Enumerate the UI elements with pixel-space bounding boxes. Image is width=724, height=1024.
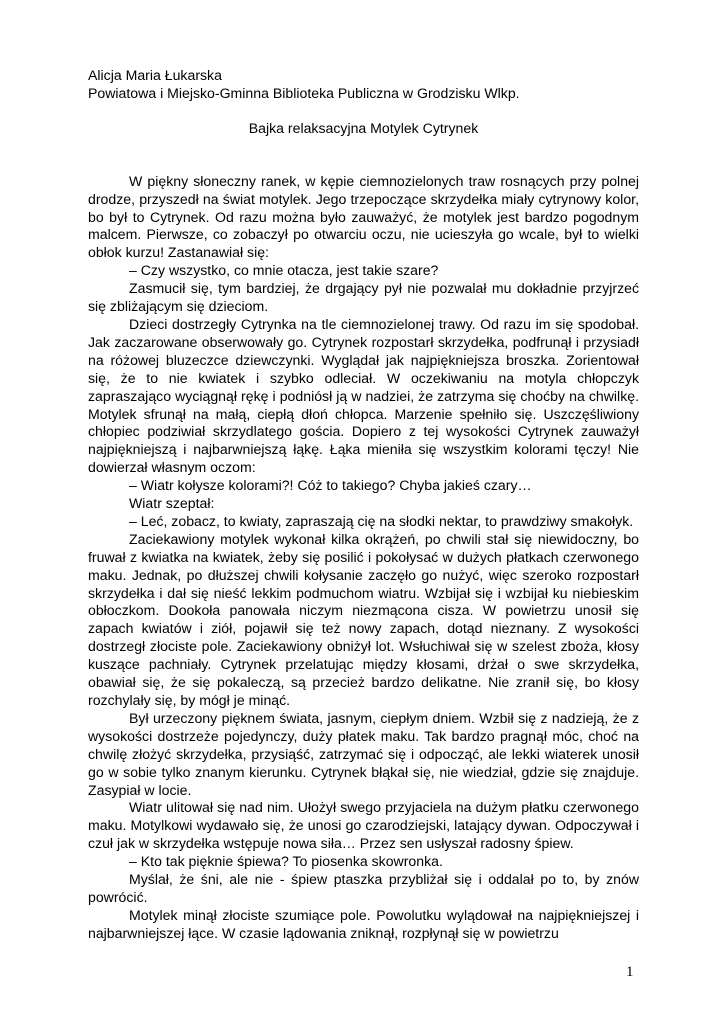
paragraph: Wiatr szeptał: [129, 495, 215, 512]
paragraph: Dzieci dostrzegły Cytrynka na tle ciemnozielonej trawy. Od razu im się spodobał. Jak zaczarowane obserwowały go. Cytrynek rozpostarł skrzydełka, podfrunął i przysiadł na różowej bluzeczce dziewczynki. Wyglądał jak najpiękniejsza broszka. Zorientował się, że to nie kwiatek i szybko odleciał. W oczekiwaniu na motyla chłopczyk zapraszająco wyciągnął rękę i podniósł ją w nadziei, że zatrzyma się choćby na chwilkę. Motylek sfrunął na małą, ciepłą dłoń chłopca. Marzenie spełniło się. Uszczęśliwiony chłopiec podziwiał skrzydlatego gościa. Dopiero z tej wysokości Cytrynek zauważył najpiękniejszą i najbarwniejszą łąkę. Łąka mieniła się wszystkim kolorami tęczy! Nie dowierzał własnym oczom: [88, 315, 639, 476]
paragraph: Motylek minął złociste szumiące pole. Powolutku wylądował na najpiękniejszej i najbarwniejszej łące. W czasie lądowania zniknął, rozpłynął się w powietrzu [88, 906, 639, 941]
story-title: Bajka relaksacyjna Motylek Cytrynek [248, 119, 479, 136]
paragraph: – Wiatr kołysze kolorami?! Cóż to takiego? Chyba jakieś czary… [129, 477, 532, 494]
institution-name: Powiatowa i Miejsko-Gminna Biblioteka Publiczna w Grodzisku Wlkp. [88, 84, 520, 101]
document-page [88, 67, 639, 943]
paragraph: Zaciekawiony motylek wykonał kilka okrążeń, po chwili stał się niewidoczny, bo fruwał z kwiatka na kwiatek, żeby się posilić i pokołysać w dużych płatkach czerwonego maku. Jednak, po dłuższej chwili kołysanie zaczęło go nużyć, więc szeroko rozpostarł skrzydełka i dał się nieść lekkim podmuchom wiatru. Wzbijał się i wzbijał ku niebieskim obłoczkom. Dookoła panowała niczym niezmącona cisza. W powietrzu unosił się zapach kwiatów i ziół, pojawił się też nowy zapach, dotąd nieznany. Z wysokości dostrzegł złociste pole. Zaciekawiony obniżył lot. Wsłuchiwał się w szelest zboża, kłosy kuszące pachniały. Cytrynek przelatując między kłosami, drżał o swe skrzydełka, obawiał się, że się pokaleczą, są przecież bardzo delikatne. Nie zranił się, bo kłosy rozchylały się, by mógł je minąć. [88, 530, 639, 708]
paragraph: – Czy wszystko, co mnie otacza, jest takie szare? [129, 262, 439, 279]
author-name: Alicja Maria Łukarska [88, 67, 222, 83]
paragraph: – Leć, zobacz, to kwiaty, zapraszają cię na słodki nektar, to prawdziwy smakołyk. [129, 512, 634, 529]
paragraph: W piękny słoneczny ranek, w kępie ciemnozielonych traw rosnących przy polnej drodze, przyszedł na świat motylek. Jego trzepoczące skrzydełka miały cytrynowy kolor, bo był to Cytrynek. Od razu można było zauważyć, że motylek jest bardzo pogodnym malcem. Pierwsze, co zobaczył po otwarciu oczu, nie ucieszyła go wcale, był to wielki obłok kurzu! Zastanawiał się: [88, 172, 639, 261]
story-body [88, 173, 639, 943]
page-number: 1 [626, 964, 634, 980]
paragraph: – Kto tak pięknie śpiewa? To piosenka skowronka. [129, 853, 443, 870]
paragraph: Wiatr ulitował się nad nim. Ułożył swego przyjaciela na dużym płatku czerwonego maku. Motylkowi wydawało się, że unosi go czarodziejski, latający dywan. Odpoczywał i czuł jak w skrzydełka wstępuje nowa siła… Przez sen usłyszał radosny śpiew. [88, 799, 639, 852]
paragraph: Był urzeczony pięknem świata, jasnym, ciepłym dniem. Wzbił się z nadzieją, że z wysokości dostrzeże pojedynczy, duży płatek maku. Tak bardzo pragnął móc, choć na chwilę złożyć skrzydełka, przysiąść, zatrzymać się i odpocząć, ale lekki wiaterek unosił go w sobie tylko znanym kierunku. Cytrynek błąkał się, nie wiedział, gdzie się znajduje. Zasypiał w locie. [88, 709, 639, 798]
paragraph: Zasmucił się, tym bardziej, że drgający pył nie pozwalał mu dokładnie przyjrzeć się zbliżającym się dzieciom. [88, 280, 639, 315]
paragraph: Myślał, że śni, ale nie - śpiew ptaszka przybliżał się i oddalał po to, by znów powrócić. [88, 871, 639, 905]
